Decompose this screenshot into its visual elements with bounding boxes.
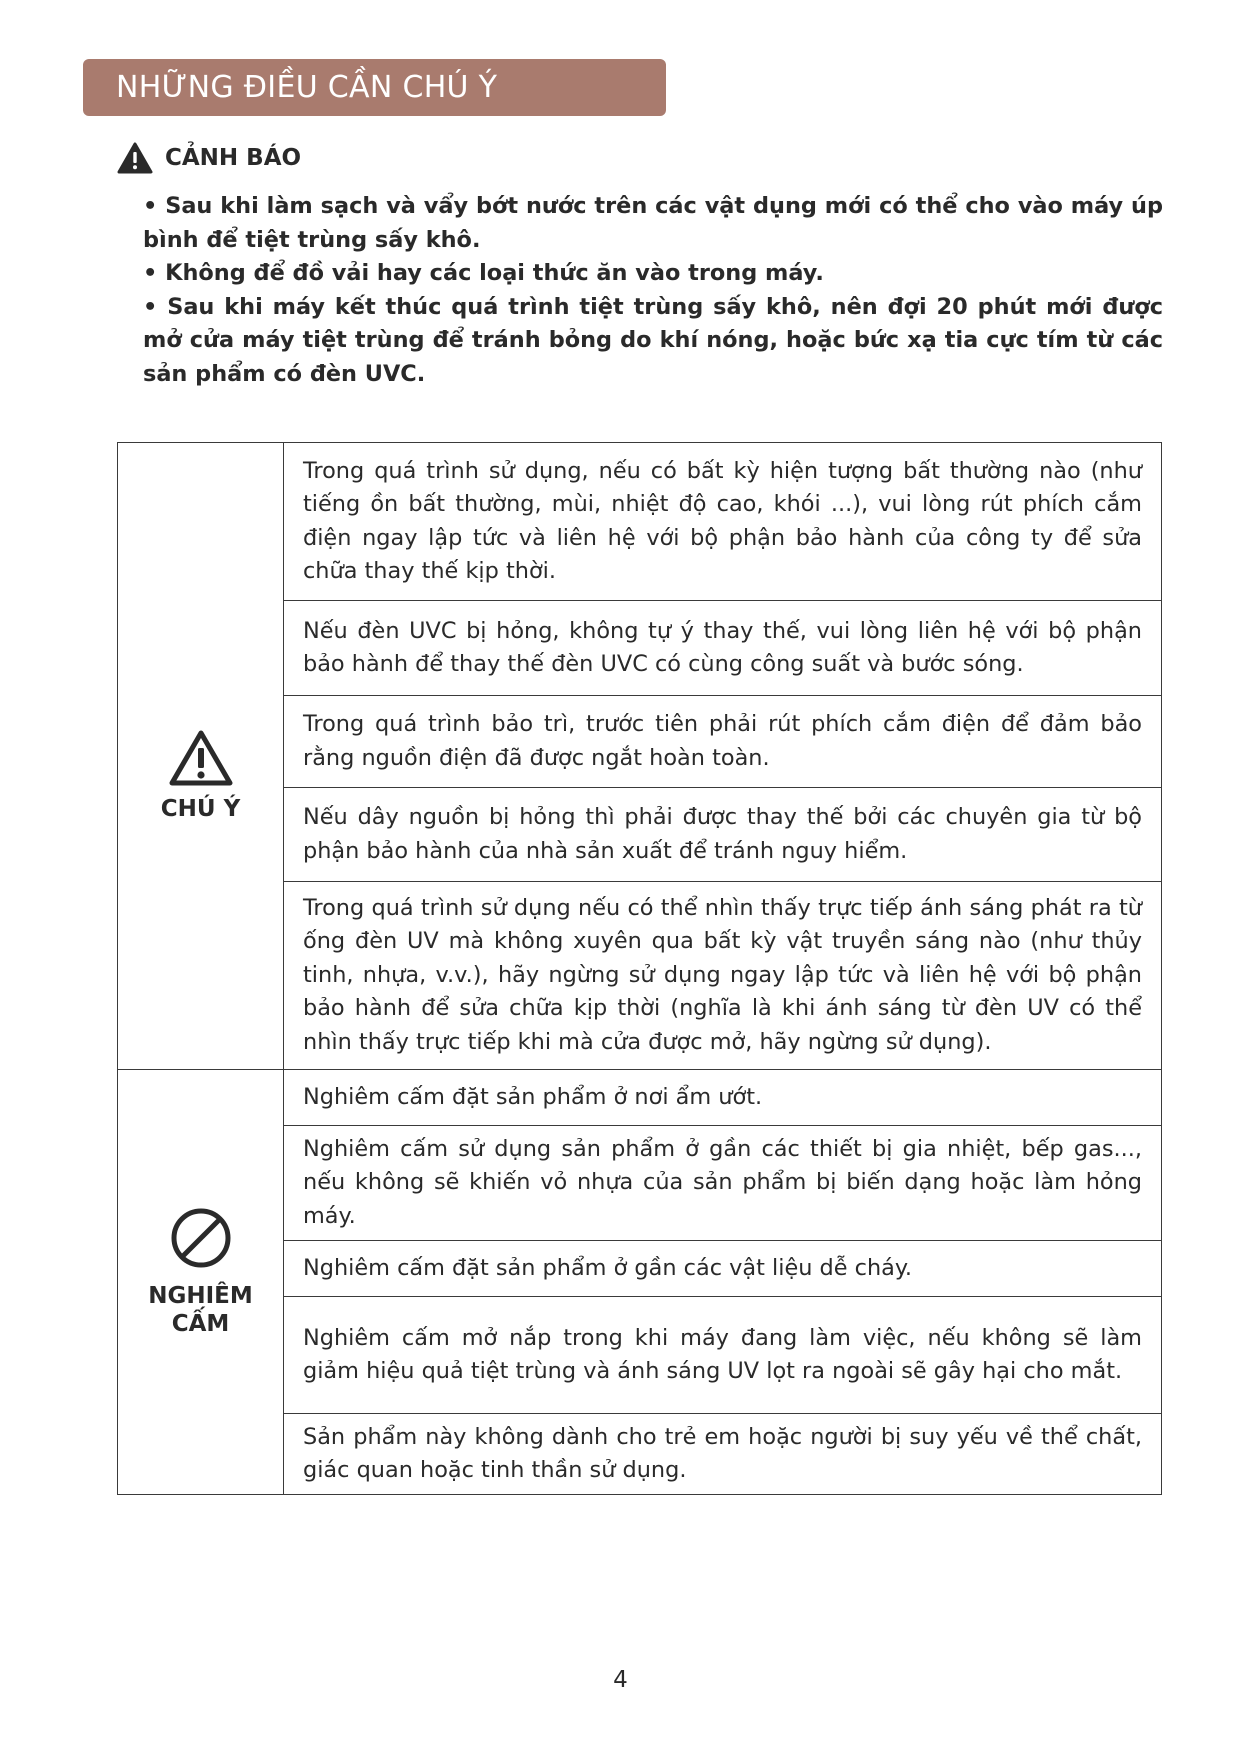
warning-list	[143, 190, 1163, 391]
warning-item: • Không để đồ vải hay các loại thức ăn vào trong máy.	[143, 260, 824, 286]
prohibited-icon	[169, 1206, 233, 1270]
warning-heading	[117, 141, 301, 175]
caution-category	[118, 443, 284, 1070]
prohibited-rule: Sản phẩm này không dành cho trẻ em hoặc người bị suy yếu về thể chất, giác quan hoặc tinh thần sử dụng.	[303, 1423, 1142, 1483]
caution-rule: Trong quá trình bảo trì, trước tiên phải rút phích cắm điện để đảm bảo rằng nguồn điện đã được ngắt hoàn toàn.	[284, 696, 1161, 788]
caution-rule: Nếu dây nguồn bị hỏng thì phải được thay thế bởi các chuyên gia từ bộ phận bảo hành của nhà sản xuất để tránh nguy hiểm.	[284, 788, 1161, 882]
caution-rule: Nếu đèn UVC bị hỏng, không tự ý thay thế, vui lòng liên hệ với bộ phận bảo hành để thay thế đèn UVC có cùng công suất và bước sóng.	[284, 601, 1161, 696]
section-header	[83, 59, 666, 116]
warning-triangle-filled-icon	[117, 142, 153, 174]
caution-rule: Trong quá trình sử dụng, nếu có bất kỳ hiện tượng bất thường nào (như tiếng ồn bất thường, mùi, nhiệt độ cao, khói ...), vui lòng rút phích cắm điện ngay lập tức và liên hệ với bộ phận bảo hành của công ty để sửa chữa thay thế kịp thời.	[284, 443, 1161, 601]
prohibited-category	[118, 1070, 284, 1494]
prohibited-rule: Nghiêm cấm đặt sản phẩm ở nơi ẩm ướt.	[284, 1070, 1161, 1126]
page-number: 4	[613, 1667, 628, 1693]
warning-item: • Sau khi máy kết thúc quá trình tiệt trùng sấy khô, nên đợi 20 phút mới được mở cửa máy tiệt trùng để tránh bỏng do khí nóng, hoặc bức xạ tia cực tím từ các sản phẩm có đèn UVC.	[143, 293, 1163, 387]
prohibited-rule: Nghiêm cấm đặt sản phẩm ở gần các vật liệu dễ cháy.	[284, 1241, 1161, 1297]
section-title: NHỮNG ĐIỀU CẦN CHÚ Ý	[116, 70, 498, 105]
caution-rule: Trong quá trình sử dụng nếu có thể nhìn thấy trực tiếp ánh sáng phát ra từ ống đèn UV mà không xuyên qua bất kỳ vật truyền sáng nào (như thủy tinh, nhựa, v.v.), hãy ngừng sử dụng ngay lập tức và liên hệ với bộ phận bảo hành để sửa chữa kịp thời (nghĩa là khi ánh sáng từ đèn UV có thể nhìn thấy trực tiếp khi mà cửa được mở, hãy ngừng sử dụng).	[284, 882, 1161, 1070]
prohibited-label: NGHIÊM CẤM	[148, 1283, 253, 1337]
warning-item: • Sau khi làm sạch và vẩy bớt nước trên các vật dụng mới có thể cho vào máy úp bình để tiệt trùng sấy khô.	[143, 193, 1163, 253]
prohibited-rule: Nghiêm cấm mở nắp trong khi máy đang làm việc, nếu không sẽ làm giảm hiệu quả tiệt trùng và ánh sáng UV lọt ra ngoài sẽ gây hại cho mắt.	[284, 1297, 1161, 1414]
prohibited-rule: Nghiêm cấm sử dụng sản phẩm ở gần các thiết bị gia nhiệt, bếp gas..., nếu không sẽ khiến vỏ nhựa của sản phẩm bị biến dạng hoặc làm hỏng máy.	[284, 1126, 1161, 1241]
rules-table	[117, 442, 1162, 1495]
caution-label: CHÚ Ý	[160, 796, 241, 822]
warning-triangle-outline-icon	[168, 729, 234, 787]
warning-label: CẢNH BÁO	[165, 145, 302, 171]
